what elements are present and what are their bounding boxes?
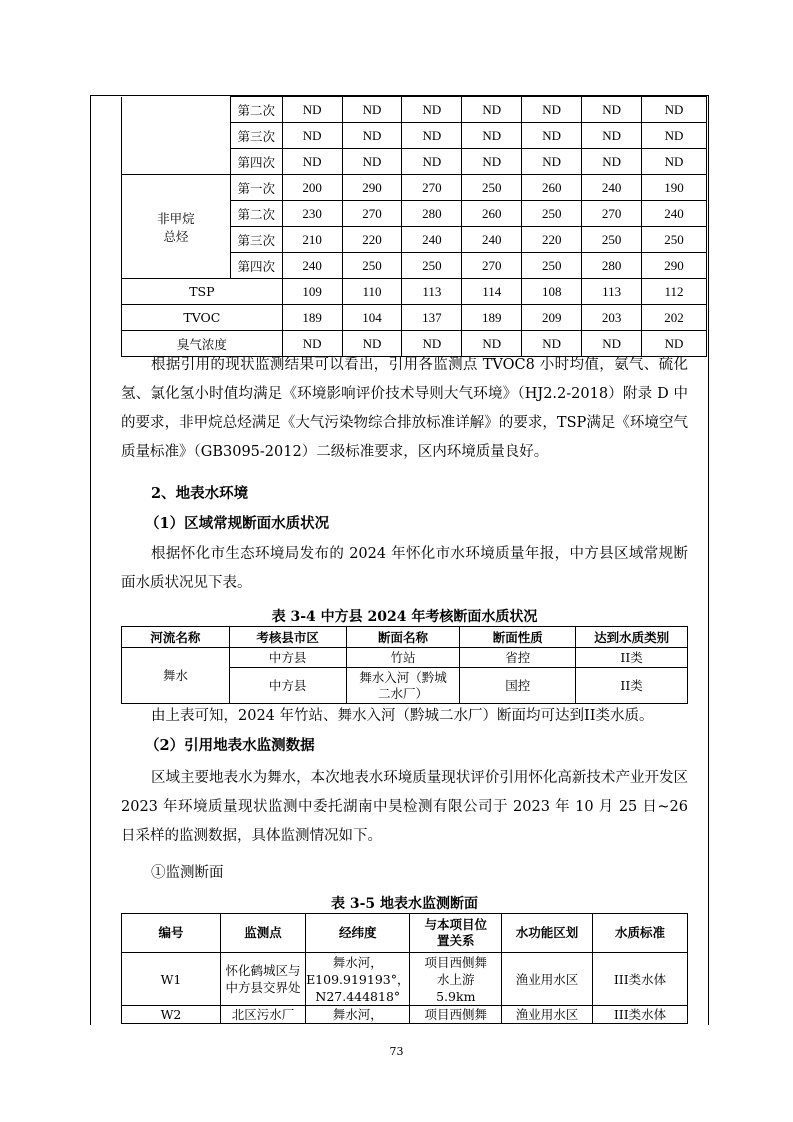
value-cell: 240: [282, 253, 342, 279]
value-cell: 250: [582, 227, 642, 253]
value-cell: 250: [642, 227, 707, 253]
sample-round-cell: 第四次: [230, 253, 282, 279]
county-cell: 中方县: [229, 648, 346, 668]
value-cell: ND: [582, 97, 642, 123]
value-cell: 280: [582, 253, 642, 279]
value-cell: 230: [282, 201, 342, 227]
value-cell: 202: [642, 305, 707, 331]
value-cell: 250: [402, 253, 462, 279]
value-cell: ND: [582, 331, 642, 357]
pollutant-label: 非甲烷: [157, 210, 195, 226]
value-cell: ND: [282, 123, 342, 149]
sample-round-cell: 第三次: [230, 227, 282, 253]
site-zone-cell: 渔业用水区: [502, 1006, 593, 1024]
value-cell: ND: [282, 97, 342, 123]
nature-cell: 国控: [460, 668, 576, 704]
value-cell: ND: [282, 331, 342, 357]
value-cell: 270: [582, 201, 642, 227]
sample-round-cell: 第一次: [230, 175, 282, 201]
site-point-cell: 北区污水厂: [220, 1006, 305, 1024]
value-cell: 110: [342, 279, 402, 305]
page-frame-left: [90, 95, 91, 1025]
table2-caption: 表 3-4 中方县 2024 年考核断面水质状况: [271, 609, 538, 625]
site-standard-cell: III类水体: [593, 1006, 688, 1024]
site-standard-cell: III类水体: [593, 953, 688, 1006]
value-cell: 240: [402, 227, 462, 253]
heading-surface-water: 2、地表水环境: [151, 485, 249, 502]
surface-water-section-table: [121, 913, 688, 1024]
pollutant-cell-nmhc: [122, 175, 231, 279]
sample-round-cell: 第二次: [230, 201, 282, 227]
paragraph-water-conclusion: 由上表可知，2024 年竹站、舞水入河（黔城二水厂）断面均可达到II类水质。: [151, 708, 654, 724]
value-cell: 220: [342, 227, 402, 253]
value-cell: ND: [342, 123, 402, 149]
value-cell: 203: [582, 305, 642, 331]
section-cell: 竹站: [346, 648, 460, 668]
value-cell: ND: [582, 149, 642, 175]
value-cell: 290: [642, 253, 707, 279]
value-cell: ND: [402, 97, 462, 123]
value-cell: ND: [642, 149, 707, 175]
value-cell: 114: [462, 279, 522, 305]
pollutant-cell: TSP: [122, 279, 283, 305]
value-cell: 137: [402, 305, 462, 331]
grade-cell: II类: [576, 648, 688, 668]
value-cell: 250: [462, 175, 522, 201]
site-id-cell: W1: [122, 953, 221, 1006]
grade-cell: II类: [576, 668, 688, 704]
sample-round-cell: 第二次: [230, 97, 282, 123]
site-id-cell: W2: [122, 1006, 221, 1024]
value-cell: ND: [642, 331, 707, 357]
nature-cell: 省控: [460, 648, 576, 668]
value-cell: 104: [342, 305, 402, 331]
value-cell: 108: [522, 279, 582, 305]
value-cell: 109: [282, 279, 342, 305]
value-cell: 290: [342, 175, 402, 201]
value-cell: 112: [642, 279, 707, 305]
page-number: 73: [389, 1045, 404, 1058]
heading-surface-water-data: （2）引用地表水监测数据: [145, 737, 315, 754]
pollutant-cell-continued: [122, 97, 231, 175]
site-point-cell: 怀化鹤城区与中方县交界处: [220, 953, 305, 1006]
sub-heading-monitoring-section: ①监测断面: [151, 865, 224, 881]
table2-header: 达到水质类别: [576, 627, 688, 648]
value-cell: ND: [402, 331, 462, 357]
value-cell: ND: [462, 97, 522, 123]
value-cell: 189: [462, 305, 522, 331]
value-cell: 250: [522, 253, 582, 279]
table3-header: 编号: [122, 914, 221, 953]
site-relation-cell: 项目西侧舞水上游5.9km: [410, 953, 502, 1006]
section-cell: 舞水入河（黔城二水厂）: [346, 668, 460, 704]
value-cell: 220: [522, 227, 582, 253]
pollutant-cell: 臭气浓度: [122, 331, 283, 357]
value-cell: ND: [402, 123, 462, 149]
heading-regional-water-quality: （1）区域常规断面水质状况: [145, 515, 330, 532]
value-cell: ND: [522, 331, 582, 357]
value-cell: 260: [462, 201, 522, 227]
value-cell: 210: [282, 227, 342, 253]
value-cell: 113: [402, 279, 462, 305]
site-relation-cell: 项目西侧舞: [410, 1006, 502, 1024]
site-zone-cell: 渔业用水区: [502, 953, 593, 1006]
value-cell: 200: [282, 175, 342, 201]
county-cell: 中方县: [229, 668, 346, 704]
sample-round-cell: 第三次: [230, 123, 282, 149]
value-cell: ND: [522, 123, 582, 149]
paragraph-monitoring-source: 区域主要地表水为舞水，本次地表水环境质量现状评价引用怀化高新技术产业开发区 2023 年环境质量现状监测中委托湖南中昊检测有限公司于 2023 年 10 月 25 日~26 日采样的监测数据，具体监测情况如下。: [121, 770, 688, 844]
sample-round-cell: 第四次: [230, 149, 282, 175]
table3-header: 水功能区划: [502, 914, 593, 953]
page-frame-right: [708, 95, 709, 1025]
table2-header: 考核县市区: [229, 627, 346, 648]
value-cell: ND: [402, 149, 462, 175]
value-cell: ND: [462, 331, 522, 357]
value-cell: ND: [642, 123, 707, 149]
table3-header: 监测点: [220, 914, 305, 953]
value-cell: 280: [402, 201, 462, 227]
value-cell: ND: [342, 97, 402, 123]
table2-header: 河流名称: [122, 627, 230, 648]
table3-header: 经纬度: [306, 914, 410, 953]
pollutant-label: 总烃: [163, 228, 189, 244]
value-cell: ND: [582, 123, 642, 149]
pollutant-cell: TVOC: [122, 305, 283, 331]
value-cell: 270: [462, 253, 522, 279]
site-coord-cell: 舞水河，E109.919193°，N27.444818°: [306, 954, 410, 1004]
value-cell: 260: [522, 175, 582, 201]
value-cell: 113: [582, 279, 642, 305]
air-monitoring-table: [121, 96, 707, 357]
table2-header: 断面名称: [346, 627, 460, 648]
value-cell: 250: [342, 253, 402, 279]
value-cell: ND: [342, 149, 402, 175]
table2-header: 断面性质: [460, 627, 576, 648]
value-cell: 189: [282, 305, 342, 331]
table3-header: 与本项目位置关系: [410, 914, 502, 953]
value-cell: 250: [522, 201, 582, 227]
value-cell: ND: [462, 149, 522, 175]
value-cell: ND: [522, 97, 582, 123]
table3-caption: 表 3-5 地表水监测断面: [330, 896, 479, 912]
site-coord-cell: 舞水河，: [306, 1006, 410, 1024]
section-water-quality-table: [121, 626, 688, 704]
value-cell: 240: [582, 175, 642, 201]
value-cell: ND: [522, 149, 582, 175]
value-cell: ND: [342, 331, 402, 357]
value-cell: 270: [342, 201, 402, 227]
river-name-cell: 舞水: [122, 648, 230, 704]
value-cell: 209: [522, 305, 582, 331]
value-cell: ND: [282, 149, 342, 175]
value-cell: 270: [402, 175, 462, 201]
value-cell: 240: [642, 201, 707, 227]
value-cell: 240: [462, 227, 522, 253]
paragraph-water-report: 根据怀化市生态环境局发布的 2024 年怀化市水环境质量年报，中方县区域常规断面水质状况见下表。: [121, 546, 688, 591]
value-cell: ND: [462, 123, 522, 149]
table3-header: 水质标准: [593, 914, 688, 953]
value-cell: 190: [642, 175, 707, 201]
value-cell: ND: [642, 97, 707, 123]
paragraph-air-conclusion: 根据引用的现状监测结果可以看出，引用各监测点 TVOC8 小时均值，氨气、硫化氢、氯化氢小时值均满足《环境影响评价技术导则大气环境》（HJ2.2-2018）附录 D 中的要求，非甲烷总烃满足《大气污染物综合排放标准详解》的要求，TSP满足《环境空气质量标准》（GB3095-2012）二级标准要求，区内环境质量良好。: [121, 357, 688, 460]
